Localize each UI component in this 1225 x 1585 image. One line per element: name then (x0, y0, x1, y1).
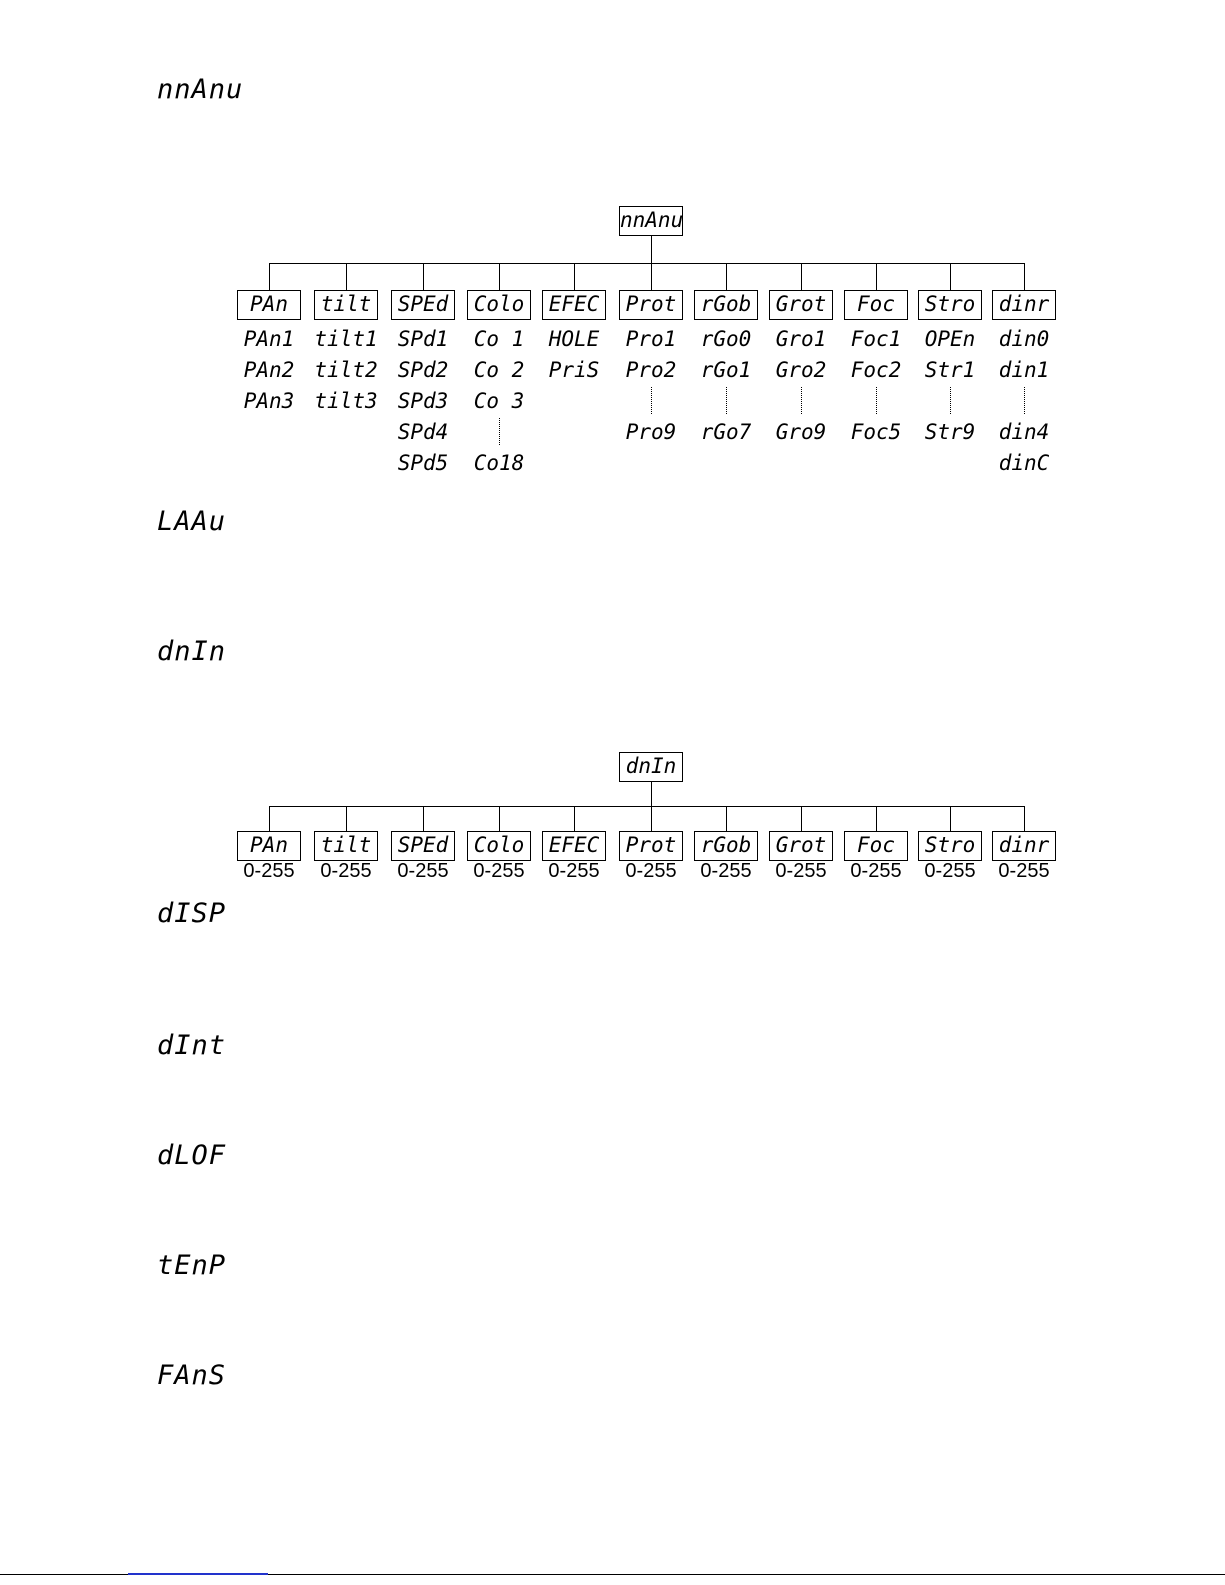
tree2-value-range: 0-255 (850, 860, 902, 882)
tree1-sub-option: Foc2 (850, 358, 902, 382)
tree1-child-box: dinr (992, 290, 1056, 320)
tree1-sub-option: rGo7 (700, 420, 752, 444)
tree1-root-connector (651, 236, 652, 263)
tree1-child-box: tilt (314, 290, 378, 320)
tree2-root-box: dnIn (619, 752, 683, 782)
tree2-branch-connector (1024, 806, 1025, 831)
tree2-root-connector (651, 782, 652, 806)
heading-manual: nnAnu (157, 74, 244, 105)
tree2-bus-line (269, 806, 1024, 807)
tree1-sub-option: Pro2 (625, 358, 677, 382)
tree1-sub-option: Co 3 (473, 389, 525, 413)
tree2-value-range: 0-255 (924, 860, 976, 882)
tree1-sub-option: din4 (998, 420, 1050, 444)
tree1-ellipsis-dots (950, 387, 951, 414)
tree1-sub-option: HOLE (548, 327, 600, 351)
tree1-branch-connector (269, 263, 270, 290)
tree1-sub-option: Co 1 (473, 327, 525, 351)
tree1-sub-option: Gro2 (775, 358, 827, 382)
tree2-value-range: 0-255 (320, 860, 372, 882)
heading-dmin: dnIn (157, 636, 227, 667)
tree2-branch-connector (651, 806, 652, 831)
tree1-ellipsis-dots (499, 418, 500, 445)
tree1-sub-option: rGo0 (700, 327, 752, 351)
tree2-child-box: Colo (467, 831, 531, 861)
tree1-sub-option: Foc1 (850, 327, 902, 351)
footer-link-underline (128, 1573, 268, 1575)
tree1-branch-connector (499, 263, 500, 290)
tree1-sub-option: Foc5 (850, 420, 902, 444)
tree1-child-box: Colo (467, 290, 531, 320)
heading-fans: FAnS (157, 1360, 227, 1391)
tree2-child-box: Prot (619, 831, 683, 861)
tree1-child-box: PAn (237, 290, 301, 320)
tree1-sub-option: Str9 (924, 420, 976, 444)
heading-display: dISP (157, 898, 227, 929)
tree1-branch-connector (574, 263, 575, 290)
tree1-sub-option: tilt2 (314, 358, 378, 382)
tree2-child-box: tilt (314, 831, 378, 861)
tree2-branch-connector (346, 806, 347, 831)
tree1-sub-option: Gro1 (775, 327, 827, 351)
tree2-branch-connector (423, 806, 424, 831)
tree1-branch-connector (876, 263, 877, 290)
tree1-sub-option: SPd2 (397, 358, 449, 382)
tree2-branch-connector (876, 806, 877, 831)
tree2-value-range: 0-255 (473, 860, 525, 882)
tree1-sub-option: SPd5 (397, 451, 449, 475)
tree2-value-range: 0-255 (397, 860, 449, 882)
tree1-sub-option: Co 2 (473, 358, 525, 382)
tree2-branch-connector (574, 806, 575, 831)
tree1-sub-option: SPd1 (397, 327, 449, 351)
tree1-child-box: Grot (769, 290, 833, 320)
tree1-branch-connector (726, 263, 727, 290)
tree1-sub-option: din1 (998, 358, 1050, 382)
tree2-child-box: Foc (844, 831, 908, 861)
tree1-branch-connector (950, 263, 951, 290)
tree1-sub-option: SPd4 (397, 420, 449, 444)
tree2-value-range: 0-255 (625, 860, 677, 882)
tree1-ellipsis-dots (651, 387, 652, 414)
tree1-sub-option: PAn3 (243, 389, 295, 413)
tree1-bus-line (269, 263, 1024, 264)
tree2-branch-connector (726, 806, 727, 831)
tree1-sub-option: Pro9 (625, 420, 677, 444)
tree1-sub-option: Str1 (924, 358, 976, 382)
heading-dint: dInt (157, 1030, 227, 1061)
tree1-ellipsis-dots (876, 387, 877, 414)
tree2-branch-connector (269, 806, 270, 831)
tree1-child-box: Prot (619, 290, 683, 320)
tree1-child-box: SPEd (391, 290, 455, 320)
tree1-branch-connector (423, 263, 424, 290)
heading-laau: LAAu (157, 506, 227, 537)
tree1-sub-option: OPEn (924, 327, 976, 351)
tree2-branch-connector (499, 806, 500, 831)
heading-temp: tEnP (157, 1250, 227, 1281)
tree1-branch-connector (346, 263, 347, 290)
tree1-child-box: rGob (694, 290, 758, 320)
tree2-value-range: 0-255 (548, 860, 600, 882)
tree1-child-box: EFEC (542, 290, 606, 320)
tree1-sub-option: PAn2 (243, 358, 295, 382)
tree1-branch-connector (1024, 263, 1025, 290)
tree1-child-box: Foc (844, 290, 908, 320)
tree1-sub-option: PAn1 (243, 327, 295, 351)
heading-dlof: dLOF (157, 1140, 227, 1171)
tree2-branch-connector (950, 806, 951, 831)
tree1-sub-option: tilt3 (314, 389, 378, 413)
tree1-sub-option: Co18 (473, 451, 525, 475)
tree2-child-box: PAn (237, 831, 301, 861)
tree2-child-box: Grot (769, 831, 833, 861)
tree2-value-range: 0-255 (998, 860, 1050, 882)
tree1-sub-option: rGo1 (700, 358, 752, 382)
tree1-branch-connector (801, 263, 802, 290)
tree1-root-box: nnAnu (619, 206, 683, 236)
tree1-ellipsis-dots (726, 387, 727, 414)
tree1-ellipsis-dots (801, 387, 802, 414)
tree1-sub-option: tilt1 (314, 327, 378, 351)
tree2-child-box: rGob (694, 831, 758, 861)
tree1-branch-connector (651, 263, 652, 290)
tree1-sub-option: Pro1 (625, 327, 677, 351)
tree2-value-range: 0-255 (775, 860, 827, 882)
tree2-value-range: 0-255 (243, 860, 295, 882)
tree1-sub-option: din0 (998, 327, 1050, 351)
tree1-sub-option: dinC (998, 451, 1050, 475)
tree1-sub-option: SPd3 (397, 389, 449, 413)
tree2-child-box: EFEC (542, 831, 606, 861)
tree1-ellipsis-dots (1024, 387, 1025, 414)
tree2-child-box: Stro (918, 831, 982, 861)
tree1-sub-option: PriS (548, 358, 600, 382)
tree2-child-box: SPEd (391, 831, 455, 861)
tree1-child-box: Stro (918, 290, 982, 320)
tree2-child-box: dinr (992, 831, 1056, 861)
tree1-sub-option: Gro9 (775, 420, 827, 444)
tree2-branch-connector (801, 806, 802, 831)
tree2-value-range: 0-255 (700, 860, 752, 882)
